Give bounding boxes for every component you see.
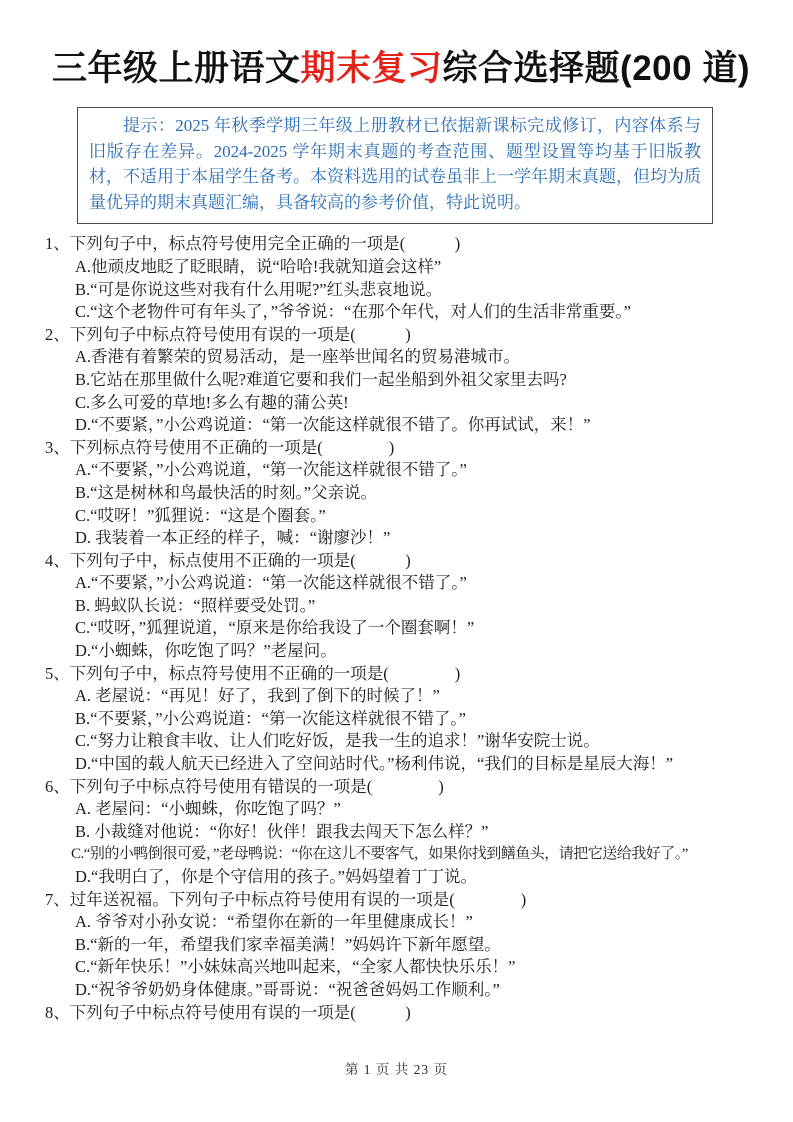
question-6	[45, 776, 757, 889]
question-1-option-b: B.“可是你说这些对我有什么用呢?”红头悲哀地说。	[75, 279, 443, 299]
question-5-option-d: D.“中国的载人航天已经进入了空间站时代。”杨利伟说，“我们的目标是星辰大海！”	[75, 754, 674, 774]
question-1-stem: 1、下列句子中，标点符号使用完全正确的一项是( )	[45, 234, 461, 254]
page-title	[45, 46, 757, 92]
title-suffix: 综合选择题(200 道)	[442, 49, 750, 88]
question-3-option-b: B.“这是树林和鸟最快活的时刻。”父亲说。	[75, 482, 378, 502]
question-8	[45, 1002, 757, 1025]
question-6-stem: 6、下列句子中标点符号使用有错误的一项是( )	[45, 776, 444, 796]
question-4-stem: 4、下列句子中，标点使用不正确的一项是( )	[45, 550, 411, 570]
question-2-option-c: C.多么可爱的草地!多么有趣的蒲公英!	[75, 392, 349, 412]
question-4-option-d: D.“小蜘蛛，你吃饱了吗？”老屋问。	[75, 641, 337, 661]
question-4-option-c: C.“哎呀，”狐狸说道，“原来是你给我设了一个圈套啊！”	[75, 618, 475, 638]
question-1-option-a: A.他顽皮地眨了眨眼睛，说“哈哈!我就知道会这样”	[75, 256, 442, 276]
question-7-option-b: B.“新的一年，希望我们家幸福美满！”妈妈许下新年愿望。	[75, 934, 501, 954]
title-prefix: 三年级上册语文	[52, 49, 301, 88]
notice-box	[77, 107, 713, 224]
question-2	[45, 324, 757, 437]
question-1-option-c: C.“这个老物件可有年头了，”爷爷说：“在那个年代，对人们的生活非常重要。”	[75, 302, 631, 322]
notice-text: 提示：2025 年秋季学期三年级上册教材已依据新课标完成修订，内容体系与旧版存在差异。2024-2025 学年期末真题的考查范围、题型设置等均基于旧版教材，不适用于本届学生备考。本资料选用的试卷虽非上一学年期末真题，但均为质量优异的期末真题汇编，具备较高的参考价值，特此说明。	[89, 116, 701, 212]
question-list	[45, 233, 757, 1024]
question-7-option-a: A. 爷爷对小孙女说：“希望你在新的一年里健康成长！”	[75, 912, 473, 932]
question-7-option-c: C.“新年快乐！”小妹妹高兴地叫起来，“全家人都快快乐乐！”	[75, 957, 516, 977]
question-6-option-b: B. 小裁缝对他说：“你好！伙伴！跟我去闯天下怎么样？”	[75, 821, 489, 841]
page-footer: 第 1 页 共 23 页	[344, 1062, 449, 1077]
question-2-option-d: D.“不要紧，”小公鸡说道：“第一次能这样就很不错了。你再试试，来！”	[75, 415, 591, 435]
question-2-stem: 2、下列句子中标点符号使用有误的一项是( )	[45, 324, 411, 344]
question-6-option-a: A. 老屋问：“小蜘蛛，你吃饱了吗？”	[75, 799, 341, 819]
question-4-option-a: A.“不要紧，”小公鸡说道：“第一次能这样就很不错了。”	[75, 573, 467, 593]
question-5-option-b: B.“不要紧，”小公鸡说道：“第一次能这样就很不错了。”	[75, 708, 466, 728]
question-7	[45, 889, 757, 1002]
question-3-stem: 3、下列标点符号使用不正确的一项是( )	[45, 437, 395, 457]
question-3-option-a: A.“不要紧，”小公鸡说道，“第一次能这样就很不错了。”	[75, 460, 467, 480]
question-5-stem: 5、下列句子中，标点符号使用不正确的一项是( )	[45, 663, 461, 683]
question-6-option-d: D.“我明白了，你是个守信用的孩子。”妈妈望着丁丁说。	[75, 867, 477, 886]
question-2-option-b: B.它站在那里做什么呢?难道它要和我们一起坐船到外祖父家里去吗?	[75, 369, 567, 389]
question-4-option-b: B. 蚂蚁队长说：“照样要受处罚。”	[75, 595, 316, 615]
question-3	[45, 437, 757, 550]
question-7-stem: 7、过年送祝福。下列句子中标点符号使用有误的一项是( )	[45, 889, 527, 909]
question-1	[45, 233, 757, 323]
question-4	[45, 550, 757, 663]
question-3-option-d: D. 我装着一本正经的样子，喊：“谢廖沙！”	[75, 528, 391, 548]
question-7-option-d: D.“祝爷爷奶奶身体健康。”哥哥说：“祝爸爸妈妈工作顺利。”	[75, 979, 500, 999]
question-5	[45, 663, 757, 776]
question-3-option-c: C.“哎呀！”狐狸说：“这是个圈套。”	[75, 505, 326, 525]
question-5-option-c: C.“努力让粮食丰收、让人们吃好饭，是我一生的追求！”谢华安院士说。	[75, 731, 600, 751]
question-5-option-a: A. 老屋说：“再见！好了，我到了倒下的时候了！”	[75, 686, 440, 706]
question-2-option-a: A.香港有着繁荣的贸易活动，是一座举世闻名的贸易港城市。	[75, 347, 521, 367]
question-6-option-c: C.“别的小鸭倒很可爱，”老母鸭说：“你在这儿不要客气，如果你找到鳝鱼头，请把它送给我好了。”	[71, 846, 688, 863]
question-8-stem: 8、下列句子中标点符号使用有误的一项是( )	[45, 1002, 411, 1022]
title-highlight: 期末复习	[300, 49, 443, 88]
